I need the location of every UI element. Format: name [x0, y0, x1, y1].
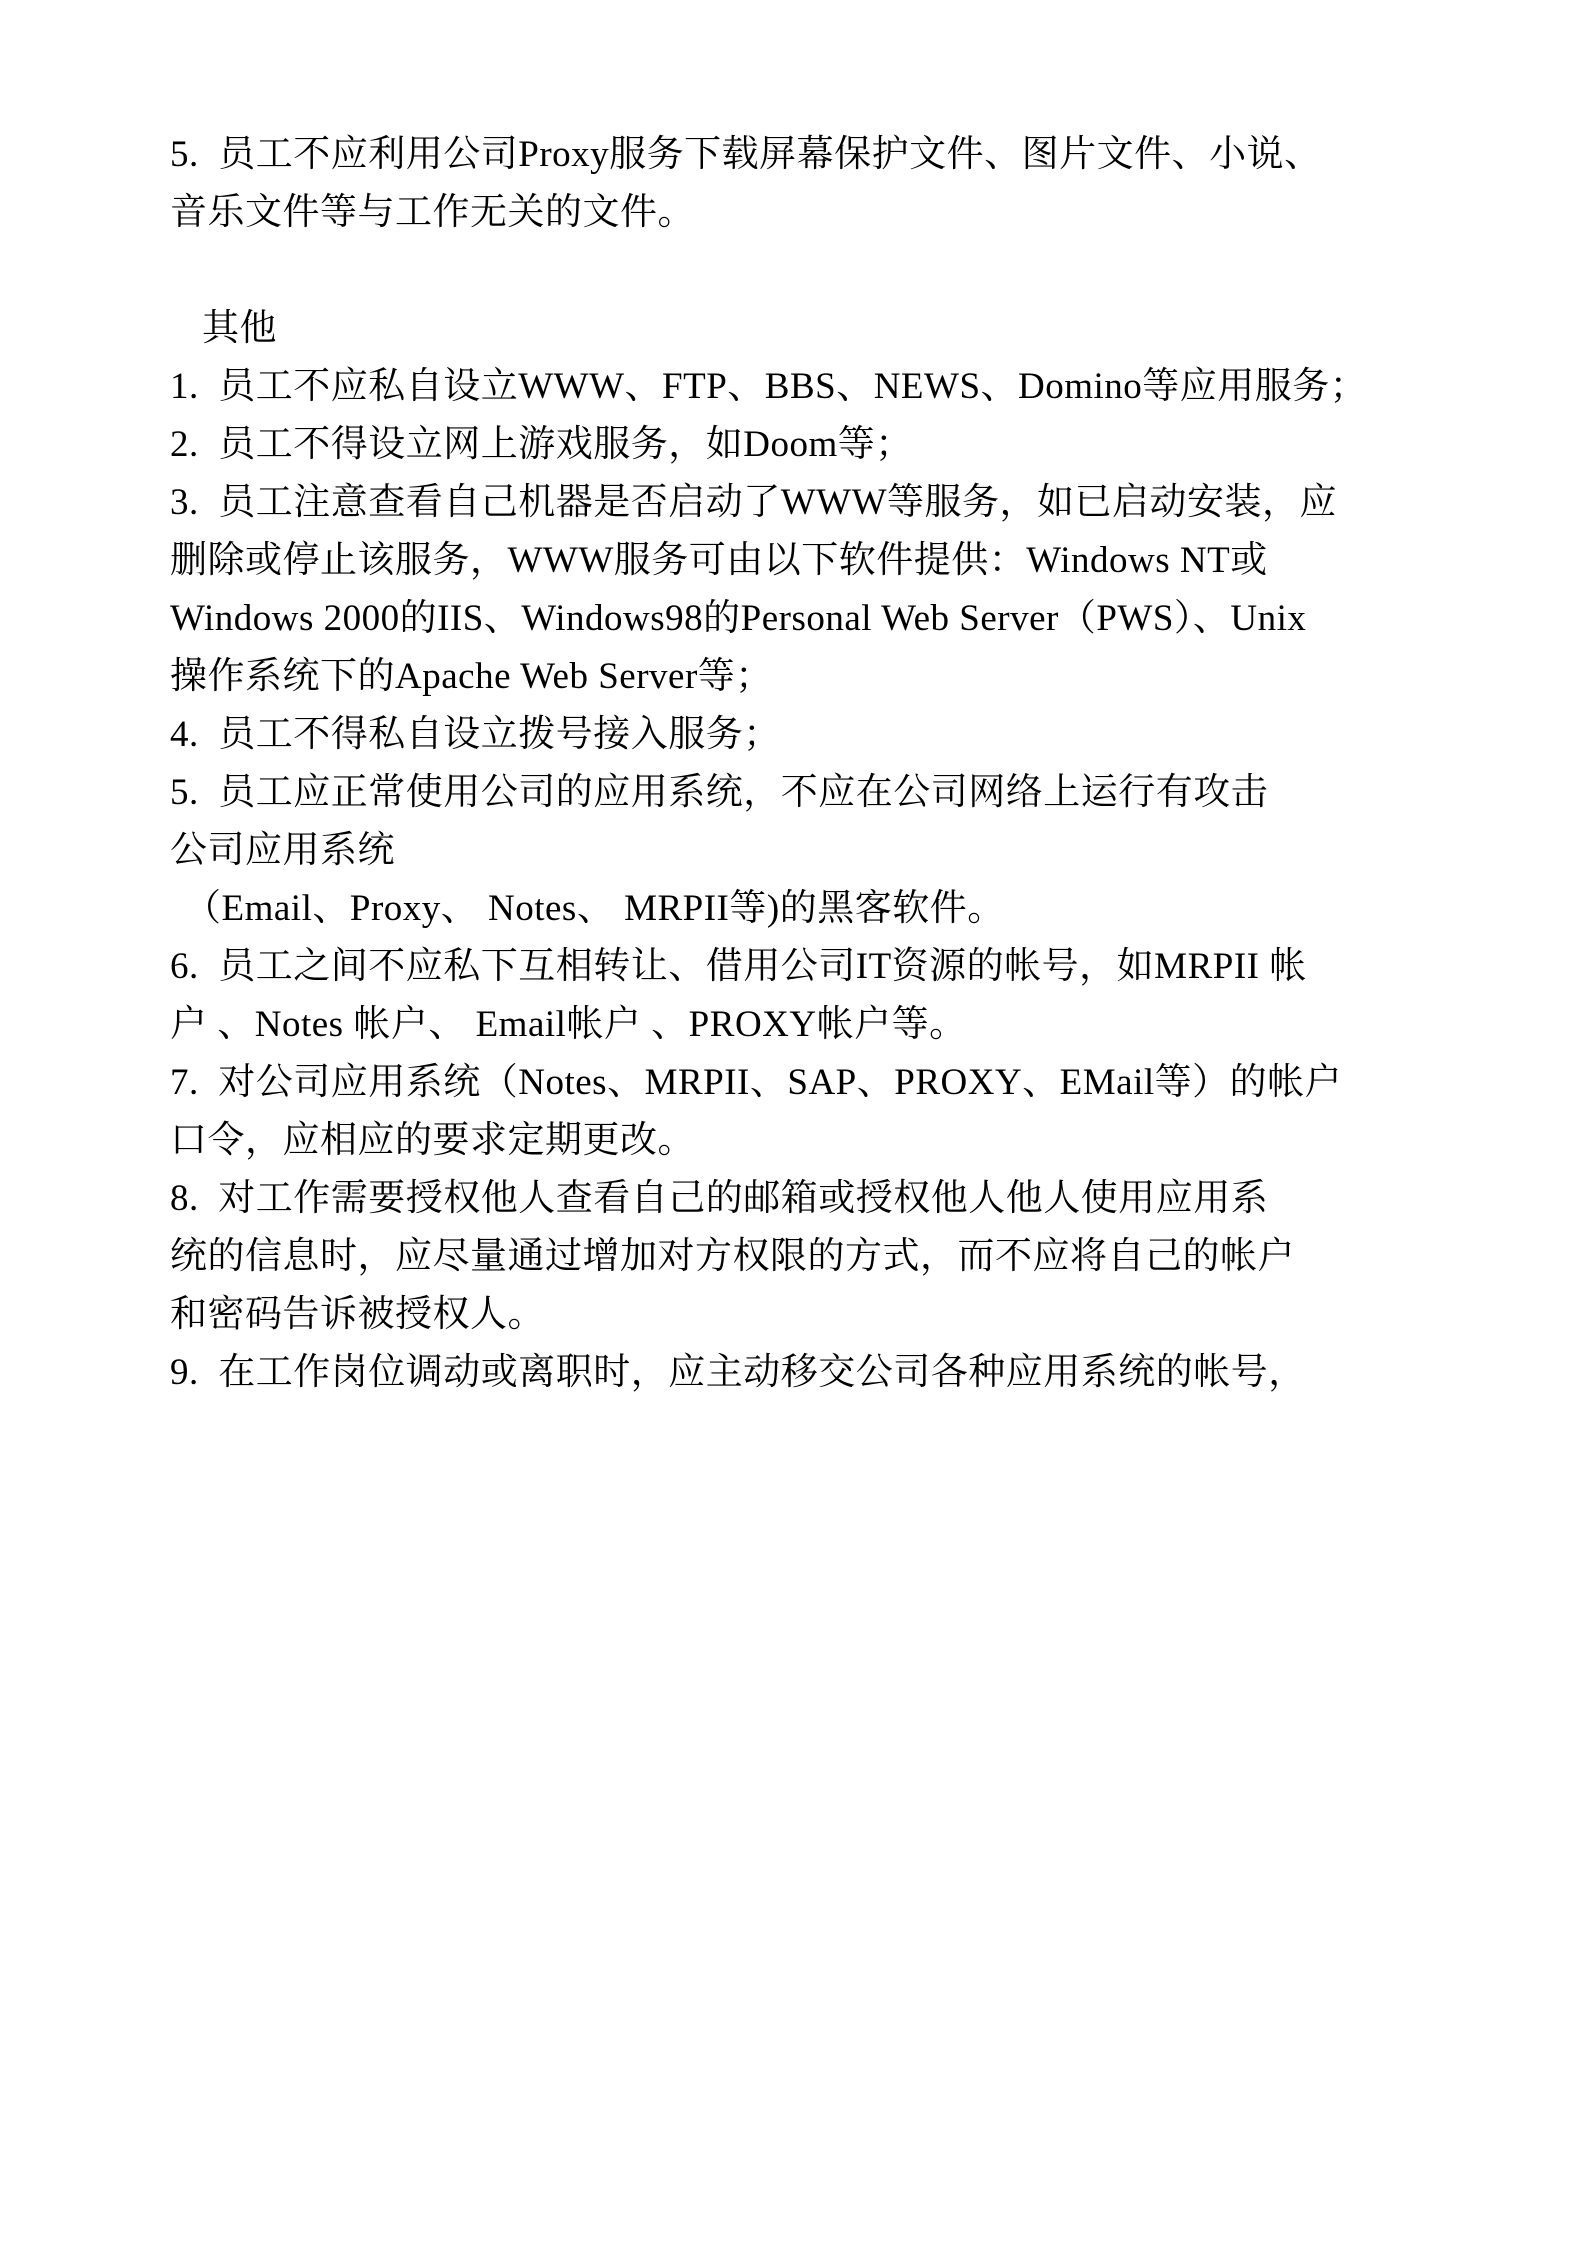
list-item-8-line: 统的信息时，应尽量通过增加对方权限的方式，而不应将自己的帐户 — [170, 1236, 1295, 1277]
list-item-5-line: （Email、Proxy、 Notes、 MRPII等)的黑客软件。 — [184, 888, 1005, 929]
document-line: 5. 员工不应利用公司Proxy服务下载屏幕保护文件、图片文件、小说、 — [170, 134, 1322, 175]
document-line: 音乐文件等与工作无关的文件。 — [170, 192, 695, 233]
list-item-3-line: Windows 2000的IIS、Windows98的Personal Web Server（PWS）、Unix — [170, 598, 1307, 639]
list-item-1-line: 1. 员工不应私自设立WWW、FTP、BBS、NEWS、Domino等应用服务； — [170, 366, 1368, 407]
blank-line — [170, 242, 1429, 300]
list-item-5-line: 公司应用系统 — [170, 830, 395, 871]
section-heading-other: 其他 — [202, 308, 277, 349]
list-item-4-line: 4. 员工不得私自设立拨号接入服务； — [170, 714, 781, 755]
list-item-7-line: 口令，应相应的要求定期更改。 — [170, 1120, 695, 1161]
list-item-8-line: 8. 对工作需要授权他人查看自己的邮箱或授权他人他人使用应用系 — [170, 1178, 1269, 1219]
list-item-5-line: 5. 员工应正常使用公司的应用系统，不应在公司网络上运行有攻击 — [170, 772, 1269, 813]
list-item-8-line: 和密码告诉被授权人。 — [170, 1294, 545, 1335]
list-item-6-line: 户 、Notes 帐户、 Email帐户 、PROXY帐户等。 — [170, 1004, 967, 1045]
list-item-3-line: 3. 员工注意查看自己机器是否启动了WWW等服务，如已启动安装，应 — [170, 482, 1338, 523]
list-item-7-line: 7. 对公司应用系统（Notes、MRPII、SAP、PROXY、EMail等）的帐户 — [170, 1062, 1343, 1103]
list-item-9-line: 9. 在工作岗位调动或离职时，应主动移交公司各种应用系统的帐号， — [170, 1352, 1306, 1393]
list-item-3-line: 操作系统下的Apache Web Server等； — [170, 656, 773, 697]
list-item-2-line: 2. 员工不得设立网上游戏服务，如Doom等； — [170, 424, 913, 465]
list-item-3-line: 删除或停止该服务，WWW服务可由以下软件提供：Windows NT或 — [170, 540, 1268, 581]
list-item-6-line: 6. 员工之间不应私下互相转让、借用公司IT资源的帐号，如MRPII 帐 — [170, 946, 1307, 987]
